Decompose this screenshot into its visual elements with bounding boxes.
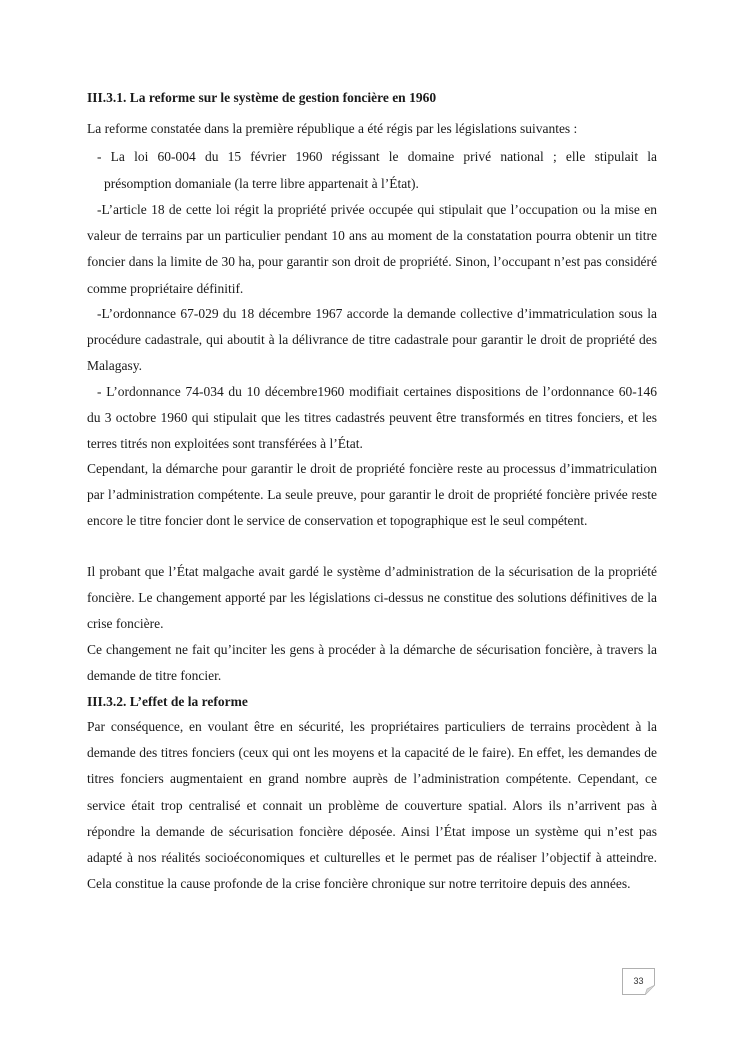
article-18-text: -L’article 18 de cette loi régit la propriété privée occupée qui stipulait que l’occupation ou la mise en valeur de terrains par un particulier pendant 10 ans au moment de la constatation pourra obtenir un titre foncier dans la limite de 30 ha, pour garantir son droit de propriété. Sinon, l’occupant n’est pas considéré comme propriétaire définitif.	[87, 202, 657, 296]
page-number-box	[622, 968, 655, 995]
ordonnance-67-029-paragraph	[87, 301, 657, 380]
effet-paragraph: Par conséquence, en voulant être en sécurité, les propriétaires particuliers de terrains procèdent à la demande des titres fonciers (ceux qui ont les moyens et la capacité de le faire). En effet, les demandes de titres fonciers augmentaient en grand nombre auprès de l’administration compétente. Cependant, ce service était trop centralisé et connait un problème de couverture spatial. Alors ils n’arrivent pas à répondre la demande de sécurisation foncière déposée. Ainsi l’État impose un système qui n’est pas adapté à nos réalités socioéconomiques et culturelles et le permet pas de réaliser l’objectif à atteindre. Cela constitue la cause profonde de la crise foncière chronique sur notre territoire depuis des années.	[87, 719, 657, 892]
page-curl-icon	[645, 985, 655, 995]
page-number: 33	[633, 976, 644, 986]
section-heading-3-3-2: III.3.2. L’effet de la reforme	[87, 694, 248, 709]
ordonnance-67-029-text: -L’ordonnance 67-029 du 18 décembre 1967 accorde la demande collective d’immatriculation sous la procédure cadastrale, qui aboutit à la délivrance de titre cadastrale pour garantir le droit de propriété des Malagasy.	[87, 306, 657, 374]
cependant-paragraph: Cependant, la démarche pour garantir le droit de propriété foncière reste au processus d’immatriculation par l’administration compétente. La seule preuve, pour garantir le droit de propriété foncière privée reste encore le titre foncier dont le service de conservation et topographique est le seul compétent.	[87, 461, 657, 529]
probant-paragraph: Il probant que l’État malgache avait gardé le système d’administration de la sécurisation de la propriété foncière. Le changement apporté par les législations ci-dessus ne constitue des solutions définitives de la crise foncière.	[87, 564, 657, 632]
law-60-004-line1: - La loi 60-004 du 15 février 1960 régissant le domaine privé national ; elle stipulait la	[97, 149, 657, 164]
ordonnance-74-034-paragraph	[87, 379, 657, 458]
intro-paragraph: La reforme constatée dans la première république a été régis par les législations suivantes :	[87, 121, 578, 136]
article-18-paragraph	[87, 197, 657, 302]
section-heading-3-3-1: III.3.1. La reforme sur le système de gestion foncière en 1960	[87, 90, 437, 105]
changement-paragraph: Ce changement ne fait qu’inciter les gens à procéder à la démarche de sécurisation foncière, à travers la demande de titre foncier.	[87, 642, 657, 684]
law-60-004-line2: présomption domaniale (la terre libre appartenait à l’État).	[104, 176, 419, 191]
ordonnance-74-034-text: - L’ordonnance 74-034 du 10 décembre1960 modifiait certaines dispositions de l’ordonnance 60-146 du 3 octobre 1960 qui stipulait que les titres cadastrés peuvent être transformés en titres fonciers, et les terres titrés non exploitées sont transférées à l’État.	[87, 384, 657, 452]
